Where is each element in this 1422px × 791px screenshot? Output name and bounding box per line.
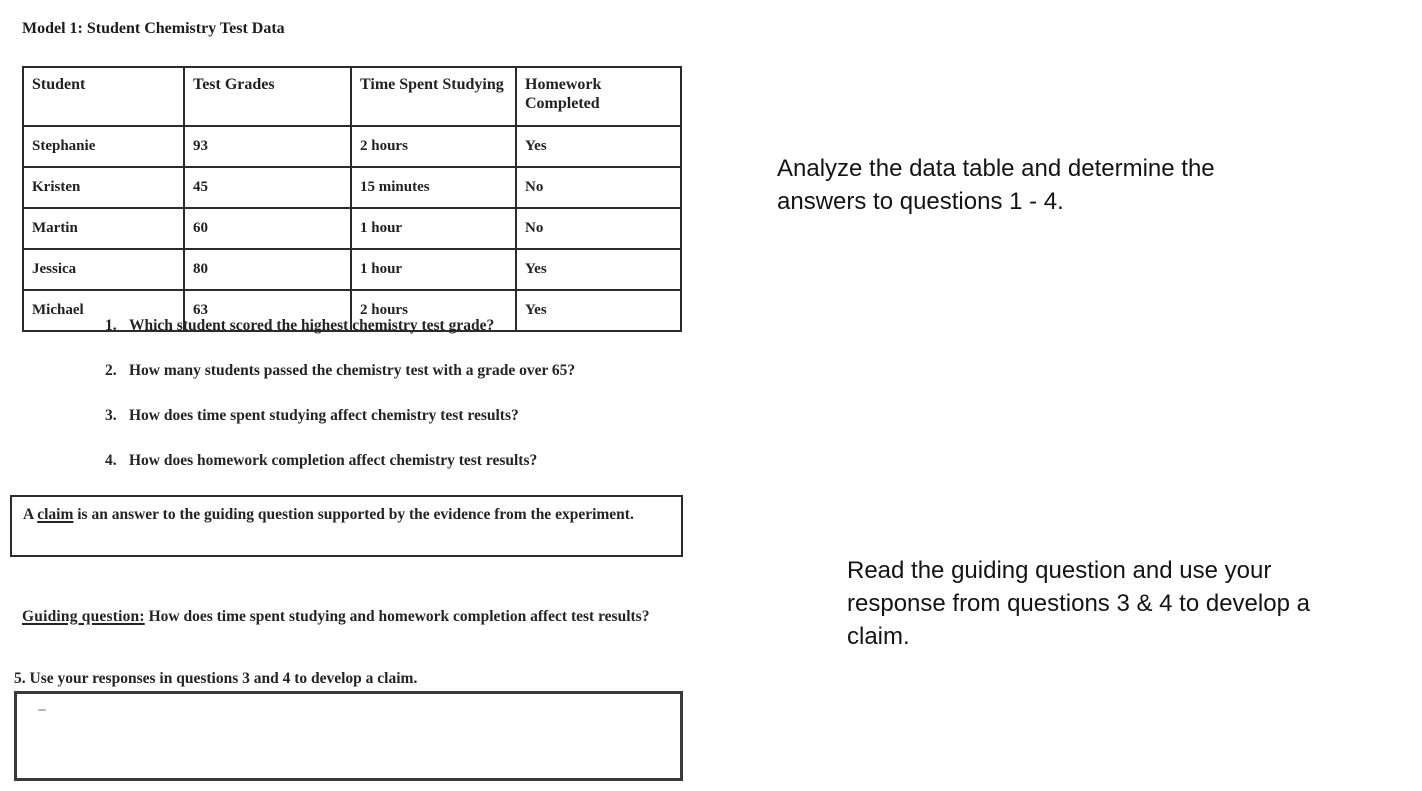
annotation-analyze-table: Analyze the data table and determine the answers to questions 1 - 4. (777, 155, 1215, 215)
question-4 (105, 452, 675, 470)
claim-definition-box (10, 495, 683, 557)
cell-grade: 80 (184, 249, 351, 290)
question-number: 1. (105, 317, 117, 334)
cell-student: Kristen (23, 167, 184, 208)
cell-time: 15 minutes (351, 167, 516, 208)
cell-student: Michael (23, 290, 184, 331)
question-text: How many students passed the chemistry test with a grade over 65? (129, 362, 576, 379)
question-3 (105, 407, 675, 425)
question-text: Which student scored the highest chemistry test grade? (129, 317, 495, 334)
guiding-question-label: Guiding question: (22, 608, 145, 625)
cell-time: 2 hours (351, 126, 516, 167)
claim-answer-box (14, 691, 683, 781)
guiding-question (22, 605, 670, 628)
stray-pen-mark (38, 709, 46, 711)
cell-student: Jessica (23, 249, 184, 290)
column-header-student: Student (23, 67, 184, 126)
cell-grade: 93 (184, 126, 351, 167)
table-header-row (23, 67, 681, 126)
page-title: Model 1: Student Chemistry Test Data (22, 20, 285, 37)
guiding-question-text: How does time spent studying and homework completion affect test results? (144, 608, 650, 625)
cell-homework: No (516, 167, 681, 208)
cell-time: 1 hour (351, 249, 516, 290)
question-list (105, 317, 675, 497)
student-data-table (22, 66, 682, 332)
table-row (23, 249, 681, 290)
question-text: How does time spent studying affect chemistry test results? (129, 407, 519, 424)
column-header-test-grades: Test Grades (184, 67, 351, 126)
question-text: How does homework completion affect chemistry test results? (129, 452, 538, 469)
question-number: 3. (105, 407, 117, 424)
question-5-prompt: 5. Use your responses in questions 3 and 4 to develop a claim. (14, 670, 418, 687)
cell-grade: 60 (184, 208, 351, 249)
cell-time: 2 hours (351, 290, 516, 331)
table-row (23, 167, 681, 208)
cell-student: Martin (23, 208, 184, 249)
cell-grade: 45 (184, 167, 351, 208)
claim-definition-prefix: A (23, 506, 38, 523)
cell-time: 1 hour (351, 208, 516, 249)
question-number: 2. (105, 362, 117, 379)
table-row (23, 208, 681, 249)
claim-term: claim (37, 506, 74, 523)
cell-homework: Yes (516, 290, 681, 331)
annotation-develop-claim: Read the guiding question and use your response from questions 3 & 4 to develop a claim. (847, 557, 1310, 650)
cell-student: Stephanie (23, 126, 184, 167)
cell-grade: 63 (184, 290, 351, 331)
table-row (23, 126, 681, 167)
question-number: 4. (105, 452, 117, 469)
question-2 (105, 362, 675, 380)
column-header-homework: Homework Completed (516, 67, 681, 126)
cell-homework: Yes (516, 126, 681, 167)
cell-homework: Yes (516, 249, 681, 290)
column-header-time-spent: Time Spent Studying (351, 67, 516, 126)
cell-homework: No (516, 208, 681, 249)
question-1 (105, 317, 675, 335)
claim-definition-rest: is an answer to the guiding question supported by the evidence from the experiment. (73, 506, 634, 523)
